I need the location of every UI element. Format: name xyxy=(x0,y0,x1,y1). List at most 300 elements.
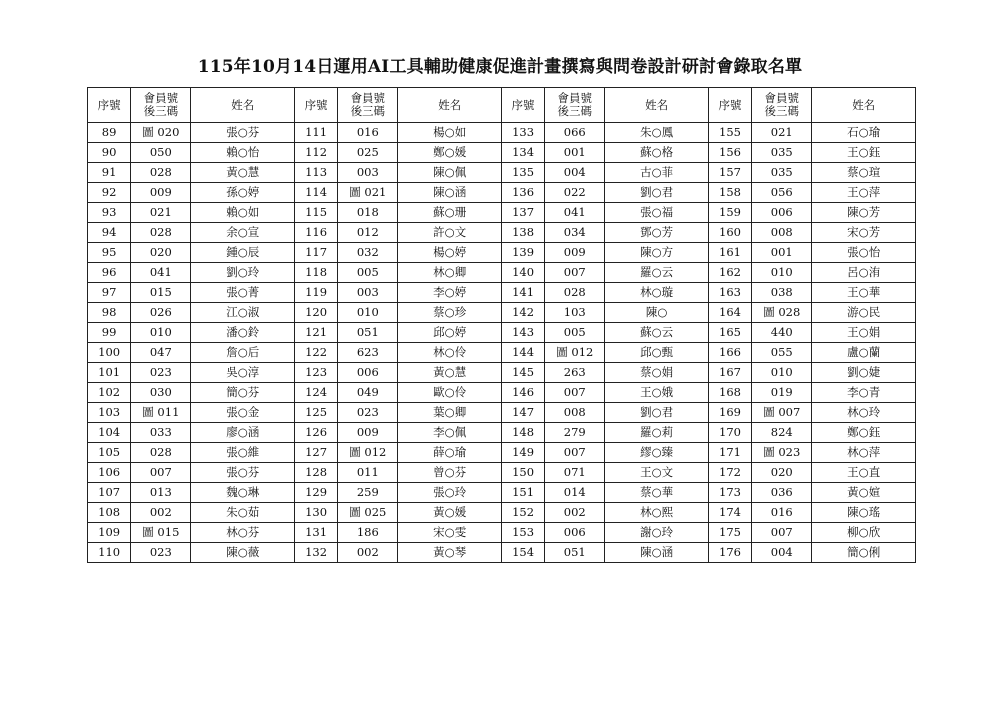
header-name: 姓名 xyxy=(398,88,501,123)
member-code-cell: 010 xyxy=(131,323,191,343)
name-cell: 孫○婷 xyxy=(191,183,294,203)
seq-cell: 133 xyxy=(501,123,544,143)
seq-cell: 120 xyxy=(294,303,337,323)
seq-cell: 89 xyxy=(88,123,131,143)
seq-cell: 135 xyxy=(501,163,544,183)
member-code-cell: 056 xyxy=(752,183,812,203)
member-code-cell: 023 xyxy=(131,543,191,563)
member-code-cell: 圖 020 xyxy=(131,123,191,143)
table-body xyxy=(88,123,916,563)
member-code-cell: 圖 015 xyxy=(131,523,191,543)
name-cell: 王○直 xyxy=(812,463,916,483)
name-cell: 陳○薇 xyxy=(191,543,294,563)
seq-cell: 149 xyxy=(501,443,544,463)
member-code-cell: 007 xyxy=(545,383,605,403)
header-member-code: 會員號 後三碼 xyxy=(338,88,398,123)
member-code-cell: 028 xyxy=(131,223,191,243)
seq-cell: 168 xyxy=(708,383,751,403)
name-cell: 古○菲 xyxy=(605,163,708,183)
table-row xyxy=(88,223,916,243)
member-code-cell: 016 xyxy=(752,503,812,523)
seq-cell: 157 xyxy=(708,163,751,183)
member-code-cell: 030 xyxy=(131,383,191,403)
header-row xyxy=(88,88,916,123)
seq-cell: 165 xyxy=(708,323,751,343)
name-cell: 陳○涵 xyxy=(605,543,708,563)
seq-cell: 104 xyxy=(88,423,131,443)
member-code-cell: 021 xyxy=(131,203,191,223)
member-code-cell: 006 xyxy=(752,203,812,223)
seq-cell: 124 xyxy=(294,383,337,403)
name-cell: 李○婷 xyxy=(398,283,501,303)
name-cell: 林○伶 xyxy=(398,343,501,363)
member-code-cell: 009 xyxy=(338,423,398,443)
table-row xyxy=(88,463,916,483)
name-cell: 余○宣 xyxy=(191,223,294,243)
name-cell: 林○熙 xyxy=(605,503,708,523)
seq-cell: 140 xyxy=(501,263,544,283)
name-cell: 林○玲 xyxy=(812,403,916,423)
seq-cell: 162 xyxy=(708,263,751,283)
member-code-cell: 440 xyxy=(752,323,812,343)
name-cell: 王○娥 xyxy=(605,383,708,403)
member-code-cell: 021 xyxy=(752,123,812,143)
member-code-cell: 010 xyxy=(338,303,398,323)
name-cell: 簡○俐 xyxy=(812,543,916,563)
seq-cell: 127 xyxy=(294,443,337,463)
seq-cell: 160 xyxy=(708,223,751,243)
table-row xyxy=(88,243,916,263)
name-cell: 蘇○格 xyxy=(605,143,708,163)
member-code-cell: 038 xyxy=(752,283,812,303)
seq-cell: 170 xyxy=(708,423,751,443)
roster-table xyxy=(87,87,916,563)
header-name: 姓名 xyxy=(191,88,294,123)
seq-cell: 119 xyxy=(294,283,337,303)
seq-cell: 173 xyxy=(708,483,751,503)
seq-cell: 128 xyxy=(294,463,337,483)
name-cell: 黃○媗 xyxy=(812,483,916,503)
member-code-cell: 001 xyxy=(545,143,605,163)
member-code-cell: 103 xyxy=(545,303,605,323)
seq-cell: 116 xyxy=(294,223,337,243)
seq-cell: 96 xyxy=(88,263,131,283)
name-cell: 許○文 xyxy=(398,223,501,243)
name-cell: 劉○君 xyxy=(605,403,708,423)
name-cell: 薛○瑜 xyxy=(398,443,501,463)
seq-cell: 123 xyxy=(294,363,337,383)
seq-cell: 154 xyxy=(501,543,544,563)
seq-cell: 103 xyxy=(88,403,131,423)
name-cell: 王○華 xyxy=(812,283,916,303)
name-cell: 歐○伶 xyxy=(398,383,501,403)
member-code-cell: 186 xyxy=(338,523,398,543)
header-name: 姓名 xyxy=(812,88,916,123)
name-cell: 張○玲 xyxy=(398,483,501,503)
name-cell: 朱○鳳 xyxy=(605,123,708,143)
name-cell: 林○芬 xyxy=(191,523,294,543)
seq-cell: 126 xyxy=(294,423,337,443)
member-code-cell: 020 xyxy=(131,243,191,263)
name-cell: 張○芬 xyxy=(191,463,294,483)
member-code-cell: 012 xyxy=(338,223,398,243)
member-code-cell: 圖 012 xyxy=(545,343,605,363)
name-cell: 羅○莉 xyxy=(605,423,708,443)
name-cell: 王○萍 xyxy=(812,183,916,203)
name-cell: 林○萍 xyxy=(812,443,916,463)
name-cell: 李○佩 xyxy=(398,423,501,443)
table-row xyxy=(88,123,916,143)
name-cell: 鍾○辰 xyxy=(191,243,294,263)
name-cell: 林○卿 xyxy=(398,263,501,283)
seq-cell: 163 xyxy=(708,283,751,303)
seq-cell: 161 xyxy=(708,243,751,263)
name-cell: 黃○慧 xyxy=(398,363,501,383)
member-code-cell: 006 xyxy=(545,523,605,543)
name-cell: 謝○玲 xyxy=(605,523,708,543)
name-cell: 劉○婕 xyxy=(812,363,916,383)
name-cell: 簡○芬 xyxy=(191,383,294,403)
table-row xyxy=(88,523,916,543)
name-cell: 賴○如 xyxy=(191,203,294,223)
table-row xyxy=(88,363,916,383)
member-code-cell: 055 xyxy=(752,343,812,363)
name-cell: 陳○瑤 xyxy=(812,503,916,523)
name-cell: 王○文 xyxy=(605,463,708,483)
name-cell: 劉○玲 xyxy=(191,263,294,283)
member-code-cell: 011 xyxy=(338,463,398,483)
name-cell: 張○菁 xyxy=(191,283,294,303)
seq-cell: 153 xyxy=(501,523,544,543)
member-code-cell: 016 xyxy=(338,123,398,143)
table-row xyxy=(88,203,916,223)
seq-cell: 122 xyxy=(294,343,337,363)
seq-cell: 118 xyxy=(294,263,337,283)
seq-cell: 155 xyxy=(708,123,751,143)
name-cell: 鄧○芳 xyxy=(605,223,708,243)
name-cell: 黃○琴 xyxy=(398,543,501,563)
seq-cell: 115 xyxy=(294,203,337,223)
member-code-cell: 圖 007 xyxy=(752,403,812,423)
member-code-cell: 279 xyxy=(545,423,605,443)
table-row xyxy=(88,323,916,343)
member-code-cell: 034 xyxy=(545,223,605,243)
seq-cell: 106 xyxy=(88,463,131,483)
member-code-cell: 015 xyxy=(131,283,191,303)
name-cell: 盧○蘭 xyxy=(812,343,916,363)
member-code-cell: 025 xyxy=(338,143,398,163)
member-code-cell: 071 xyxy=(545,463,605,483)
seq-cell: 125 xyxy=(294,403,337,423)
seq-cell: 132 xyxy=(294,543,337,563)
seq-cell: 175 xyxy=(708,523,751,543)
name-cell: 蔡○娟 xyxy=(605,363,708,383)
member-code-cell: 005 xyxy=(545,323,605,343)
seq-cell: 150 xyxy=(501,463,544,483)
member-code-cell: 050 xyxy=(131,143,191,163)
table-row xyxy=(88,403,916,423)
member-code-cell: 259 xyxy=(338,483,398,503)
member-code-cell: 032 xyxy=(338,243,398,263)
seq-cell: 146 xyxy=(501,383,544,403)
seq-cell: 145 xyxy=(501,363,544,383)
member-code-cell: 010 xyxy=(752,363,812,383)
name-cell: 曾○芬 xyxy=(398,463,501,483)
seq-cell: 102 xyxy=(88,383,131,403)
name-cell: 羅○云 xyxy=(605,263,708,283)
member-code-cell: 圖 012 xyxy=(338,443,398,463)
member-code-cell: 圖 023 xyxy=(752,443,812,463)
seq-cell: 138 xyxy=(501,223,544,243)
seq-cell: 142 xyxy=(501,303,544,323)
member-code-cell: 047 xyxy=(131,343,191,363)
seq-cell: 172 xyxy=(708,463,751,483)
seq-cell: 144 xyxy=(501,343,544,363)
seq-cell: 95 xyxy=(88,243,131,263)
name-cell: 宋○芳 xyxy=(812,223,916,243)
name-cell: 楊○婷 xyxy=(398,243,501,263)
name-cell: 蔡○瑄 xyxy=(812,163,916,183)
seq-cell: 134 xyxy=(501,143,544,163)
member-code-cell: 010 xyxy=(752,263,812,283)
member-code-cell: 028 xyxy=(131,443,191,463)
member-code-cell: 051 xyxy=(545,543,605,563)
member-code-cell: 004 xyxy=(752,543,812,563)
seq-cell: 141 xyxy=(501,283,544,303)
seq-cell: 111 xyxy=(294,123,337,143)
name-cell: 宋○雯 xyxy=(398,523,501,543)
table-row xyxy=(88,443,916,463)
table-row xyxy=(88,263,916,283)
member-code-cell: 圖 025 xyxy=(338,503,398,523)
name-cell: 李○青 xyxy=(812,383,916,403)
seq-cell: 90 xyxy=(88,143,131,163)
name-cell: 潘○鈴 xyxy=(191,323,294,343)
table-row xyxy=(88,343,916,363)
seq-cell: 121 xyxy=(294,323,337,343)
seq-cell: 148 xyxy=(501,423,544,443)
member-code-cell: 003 xyxy=(338,283,398,303)
member-code-cell: 049 xyxy=(338,383,398,403)
seq-cell: 151 xyxy=(501,483,544,503)
member-code-cell: 033 xyxy=(131,423,191,443)
table-row xyxy=(88,283,916,303)
name-cell: 陳○涵 xyxy=(398,183,501,203)
name-cell: 邱○甄 xyxy=(605,343,708,363)
member-code-cell: 007 xyxy=(545,263,605,283)
member-code-cell: 005 xyxy=(338,263,398,283)
name-cell: 鄭○媛 xyxy=(398,143,501,163)
member-code-cell: 003 xyxy=(338,163,398,183)
member-code-cell: 007 xyxy=(752,523,812,543)
table-row xyxy=(88,303,916,323)
header-seq: 序號 xyxy=(88,88,131,123)
member-code-cell: 014 xyxy=(545,483,605,503)
header-seq: 序號 xyxy=(708,88,751,123)
member-code-cell: 002 xyxy=(338,543,398,563)
member-code-cell: 002 xyxy=(131,503,191,523)
name-cell: 蔡○珍 xyxy=(398,303,501,323)
seq-cell: 97 xyxy=(88,283,131,303)
member-code-cell: 035 xyxy=(752,143,812,163)
table-row xyxy=(88,163,916,183)
member-code-cell: 263 xyxy=(545,363,605,383)
name-cell: 石○瑜 xyxy=(812,123,916,143)
name-cell: 呂○洧 xyxy=(812,263,916,283)
seq-cell: 164 xyxy=(708,303,751,323)
name-cell: 游○民 xyxy=(812,303,916,323)
member-code-cell: 023 xyxy=(338,403,398,423)
seq-cell: 159 xyxy=(708,203,751,223)
member-code-cell: 028 xyxy=(545,283,605,303)
member-code-cell: 006 xyxy=(338,363,398,383)
name-cell: 陳○芳 xyxy=(812,203,916,223)
table-row xyxy=(88,543,916,563)
name-cell: 黃○媛 xyxy=(398,503,501,523)
name-cell: 林○璇 xyxy=(605,283,708,303)
name-cell: 陳○方 xyxy=(605,243,708,263)
table-row xyxy=(88,503,916,523)
seq-cell: 110 xyxy=(88,543,131,563)
seq-cell: 137 xyxy=(501,203,544,223)
member-code-cell: 圖 021 xyxy=(338,183,398,203)
name-cell: 葉○卿 xyxy=(398,403,501,423)
name-cell: 蔡○華 xyxy=(605,483,708,503)
header-member-code: 會員號 後三碼 xyxy=(545,88,605,123)
member-code-cell: 019 xyxy=(752,383,812,403)
member-code-cell: 028 xyxy=(131,163,191,183)
seq-cell: 92 xyxy=(88,183,131,203)
seq-cell: 100 xyxy=(88,343,131,363)
member-code-cell: 020 xyxy=(752,463,812,483)
member-code-cell: 002 xyxy=(545,503,605,523)
name-cell: 鄭○鈺 xyxy=(812,423,916,443)
seq-cell: 117 xyxy=(294,243,337,263)
header-member-code: 會員號 後三碼 xyxy=(131,88,191,123)
name-cell: 黃○慧 xyxy=(191,163,294,183)
name-cell: 賴○怡 xyxy=(191,143,294,163)
member-code-cell: 041 xyxy=(545,203,605,223)
seq-cell: 99 xyxy=(88,323,131,343)
header-seq: 序號 xyxy=(501,88,544,123)
header-seq: 序號 xyxy=(294,88,337,123)
name-cell: 詹○后 xyxy=(191,343,294,363)
seq-cell: 176 xyxy=(708,543,751,563)
name-cell: 張○金 xyxy=(191,403,294,423)
member-code-cell: 035 xyxy=(752,163,812,183)
seq-cell: 107 xyxy=(88,483,131,503)
name-cell: 張○怡 xyxy=(812,243,916,263)
seq-cell: 114 xyxy=(294,183,337,203)
name-cell: 蘇○珊 xyxy=(398,203,501,223)
seq-cell: 105 xyxy=(88,443,131,463)
member-code-cell: 009 xyxy=(545,243,605,263)
member-code-cell: 036 xyxy=(752,483,812,503)
member-code-cell: 009 xyxy=(131,183,191,203)
name-cell: 劉○君 xyxy=(605,183,708,203)
seq-cell: 139 xyxy=(501,243,544,263)
member-code-cell: 623 xyxy=(338,343,398,363)
member-code-cell: 007 xyxy=(545,443,605,463)
name-cell: 王○鈺 xyxy=(812,143,916,163)
seq-cell: 113 xyxy=(294,163,337,183)
seq-cell: 156 xyxy=(708,143,751,163)
seq-cell: 94 xyxy=(88,223,131,243)
seq-cell: 152 xyxy=(501,503,544,523)
member-code-cell: 824 xyxy=(752,423,812,443)
member-code-cell: 013 xyxy=(131,483,191,503)
member-code-cell: 008 xyxy=(752,223,812,243)
seq-cell: 98 xyxy=(88,303,131,323)
table-row xyxy=(88,423,916,443)
name-cell: 張○芬 xyxy=(191,123,294,143)
seq-cell: 166 xyxy=(708,343,751,363)
member-code-cell: 066 xyxy=(545,123,605,143)
name-cell: 楊○如 xyxy=(398,123,501,143)
header-name: 姓名 xyxy=(605,88,708,123)
seq-cell: 158 xyxy=(708,183,751,203)
seq-cell: 91 xyxy=(88,163,131,183)
seq-cell: 131 xyxy=(294,523,337,543)
member-code-cell: 001 xyxy=(752,243,812,263)
name-cell: 廖○涵 xyxy=(191,423,294,443)
member-code-cell: 018 xyxy=(338,203,398,223)
member-code-cell: 023 xyxy=(131,363,191,383)
seq-cell: 147 xyxy=(501,403,544,423)
header-member-code: 會員號 後三碼 xyxy=(752,88,812,123)
member-code-cell: 041 xyxy=(131,263,191,283)
name-cell: 邱○婷 xyxy=(398,323,501,343)
page-title: 115年10月14日運用AI工具輔助健康促進計畫撰寫與問卷設計研討會錄取名單 xyxy=(197,57,803,77)
table-row xyxy=(88,183,916,203)
member-code-cell: 026 xyxy=(131,303,191,323)
name-cell: 張○維 xyxy=(191,443,294,463)
name-cell: 朱○茹 xyxy=(191,503,294,523)
member-code-cell: 圖 011 xyxy=(131,403,191,423)
table-row xyxy=(88,143,916,163)
seq-cell: 101 xyxy=(88,363,131,383)
name-cell: 王○娟 xyxy=(812,323,916,343)
name-cell: 張○福 xyxy=(605,203,708,223)
name-cell: 魏○琳 xyxy=(191,483,294,503)
seq-cell: 136 xyxy=(501,183,544,203)
name-cell: 柳○欣 xyxy=(812,523,916,543)
seq-cell: 174 xyxy=(708,503,751,523)
name-cell: 蘇○云 xyxy=(605,323,708,343)
member-code-cell: 051 xyxy=(338,323,398,343)
seq-cell: 171 xyxy=(708,443,751,463)
seq-cell: 112 xyxy=(294,143,337,163)
member-code-cell: 007 xyxy=(131,463,191,483)
table-row xyxy=(88,383,916,403)
member-code-cell: 004 xyxy=(545,163,605,183)
seq-cell: 129 xyxy=(294,483,337,503)
seq-cell: 167 xyxy=(708,363,751,383)
seq-cell: 143 xyxy=(501,323,544,343)
member-code-cell: 008 xyxy=(545,403,605,423)
name-cell: 繆○臻 xyxy=(605,443,708,463)
seq-cell: 109 xyxy=(88,523,131,543)
member-code-cell: 圖 028 xyxy=(752,303,812,323)
seq-cell: 169 xyxy=(708,403,751,423)
name-cell: 陳○ xyxy=(605,303,708,323)
name-cell: 吳○淳 xyxy=(191,363,294,383)
table-row xyxy=(88,483,916,503)
seq-cell: 108 xyxy=(88,503,131,523)
table-header xyxy=(88,88,916,123)
name-cell: 江○淑 xyxy=(191,303,294,323)
name-cell: 陳○佩 xyxy=(398,163,501,183)
